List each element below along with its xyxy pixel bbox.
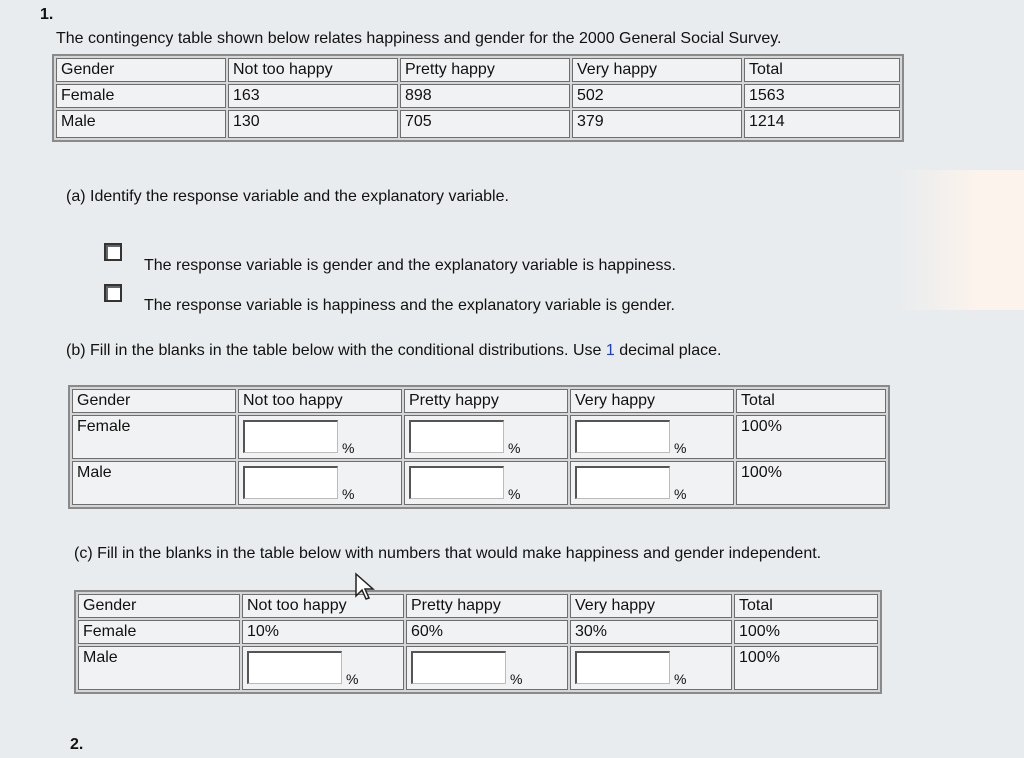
total-cell: 100% [736, 461, 886, 505]
input-cell [570, 415, 734, 459]
input-cell [238, 415, 402, 459]
table-header-row [56, 58, 900, 82]
table-cell: 1214 [744, 110, 900, 138]
conditional-table [68, 385, 890, 509]
option-1-radio[interactable] [104, 243, 122, 261]
part-b-prompt-start: (b) Fill in the blanks in the table below with the conditional distributions. Use [66, 342, 602, 359]
header-cell: Pretty happy [400, 58, 570, 82]
header-cell: Very happy [570, 594, 732, 618]
table-header-row [78, 594, 878, 618]
header-cell: Total [736, 389, 886, 413]
option-2-label: The response variable is happiness and the explanatory variable is gender. [144, 297, 675, 314]
header-cell: Very happy [570, 389, 734, 413]
header-cell: Gender [56, 58, 226, 82]
mouse-cursor-icon [354, 572, 376, 602]
header-cell: Total [744, 58, 900, 82]
row-label: Male [78, 646, 240, 690]
male-not-too-happy-input[interactable] [243, 466, 338, 499]
table-cell: 10% [242, 620, 404, 644]
male-not-too-happy-independent-input[interactable] [247, 651, 342, 684]
female-very-happy-input[interactable] [575, 420, 670, 453]
intro-text: The contingency table shown below relates happiness and gender for the 2000 General Social Survey. [56, 30, 782, 47]
percent-sign: % [508, 486, 521, 502]
table-row [72, 461, 886, 505]
part-a-prompt: (a) Identify the response variable and the explanatory variable. [66, 188, 509, 205]
part-c-prompt: (c) Fill in the blanks in the table below with numbers that would make happiness and gender independent. [74, 545, 822, 562]
input-cell [570, 646, 732, 690]
header-cell: Not too happy [228, 58, 398, 82]
header-cell: Not too happy [238, 389, 402, 413]
table-cell: 163 [228, 84, 398, 108]
table-row [56, 110, 900, 138]
input-cell [406, 646, 568, 690]
table-cell: 30% [570, 620, 732, 644]
problem-number: 1. [40, 6, 54, 23]
header-cell: Gender [72, 389, 236, 413]
table-cell: 130 [228, 110, 398, 138]
option-2-radio[interactable] [104, 284, 122, 302]
table-row [56, 84, 900, 108]
percent-sign: % [674, 440, 687, 456]
male-pretty-happy-input[interactable] [409, 466, 504, 499]
row-label: Female [72, 415, 236, 459]
table-cell: 502 [572, 84, 742, 108]
table-cell: Male [56, 110, 226, 138]
percent-sign: % [508, 440, 521, 456]
row-label: Female [78, 620, 240, 644]
percent-sign: % [342, 440, 355, 456]
percent-sign: % [510, 671, 523, 687]
table-cell: 379 [572, 110, 742, 138]
female-pretty-happy-input[interactable] [409, 420, 504, 453]
table-row [78, 620, 878, 644]
header-cell: Very happy [572, 58, 742, 82]
percent-sign: % [346, 671, 359, 687]
percent-sign: % [342, 486, 355, 502]
table-cell: 1563 [744, 84, 900, 108]
screen-glare [900, 170, 1024, 310]
table-cell: Female [56, 84, 226, 108]
table-cell: 705 [400, 110, 570, 138]
independence-table [74, 590, 882, 694]
header-cell: Not too happy [242, 594, 404, 618]
male-pretty-happy-independent-input[interactable] [411, 651, 506, 684]
header-cell: Gender [78, 594, 240, 618]
option-1-label: The response variable is gender and the explanatory variable is happiness. [144, 257, 676, 274]
row-label: Male [72, 461, 236, 505]
problem-2-number: 2. [70, 736, 84, 753]
input-cell [242, 646, 404, 690]
table-row [72, 415, 886, 459]
decimal-places-value: 1 [605, 342, 615, 359]
percent-sign: % [674, 671, 687, 687]
female-not-too-happy-input[interactable] [243, 420, 338, 453]
male-very-happy-input[interactable] [575, 466, 670, 499]
header-cell: Total [734, 594, 878, 618]
input-cell [404, 461, 568, 505]
header-cell: Pretty happy [404, 389, 568, 413]
table-header-row [72, 389, 886, 413]
table-cell: 898 [400, 84, 570, 108]
male-very-happy-independent-input[interactable] [575, 651, 670, 684]
part-b-prompt-end: decimal place. [619, 342, 722, 359]
input-cell [404, 415, 568, 459]
table-cell: 60% [406, 620, 568, 644]
total-cell: 100% [734, 620, 878, 644]
total-cell: 100% [734, 646, 878, 690]
total-cell: 100% [736, 415, 886, 459]
input-cell [570, 461, 734, 505]
percent-sign: % [674, 486, 687, 502]
table-row [78, 646, 878, 690]
data-table [52, 54, 904, 142]
header-cell: Pretty happy [406, 594, 568, 618]
part-b-prompt [66, 342, 721, 360]
input-cell [238, 461, 402, 505]
